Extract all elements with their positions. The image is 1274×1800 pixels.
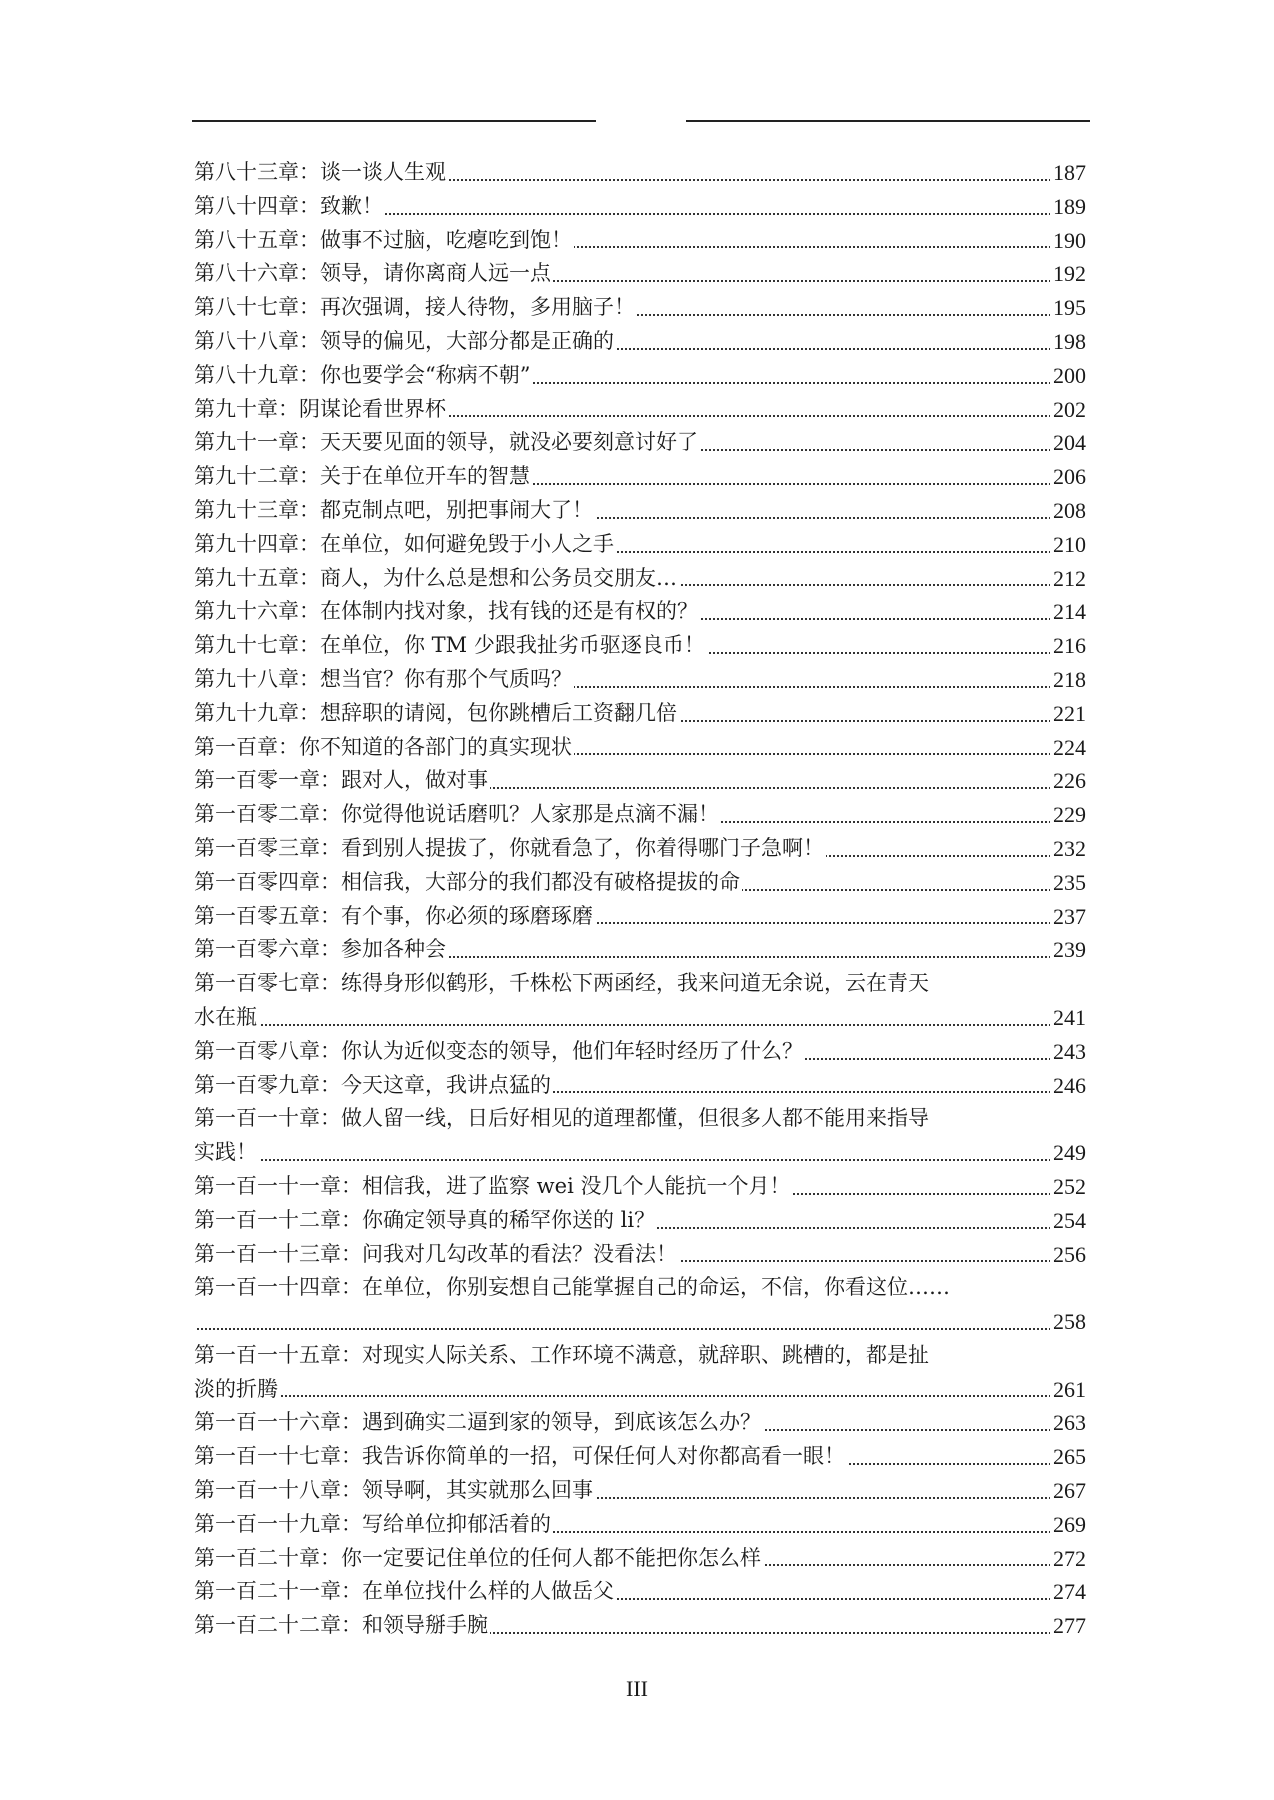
toc-entry-title: 第八十四章：致歉！ — [194, 193, 383, 218]
toc-entry[interactable] — [194, 595, 1086, 629]
toc-entry[interactable] — [194, 528, 1086, 562]
toc-entry-title: 第一百零五章：有个事，你必须的琢磨琢磨 — [194, 903, 593, 928]
toc-entry-page: 224 — [1050, 731, 1086, 765]
toc-entry-page: 246 — [1050, 1069, 1086, 1103]
toc-entry-page: 267 — [1050, 1474, 1086, 1508]
toc-entry[interactable] — [194, 359, 1086, 393]
toc-entry-page: 195 — [1050, 291, 1086, 325]
toc-entry-page: 229 — [1050, 798, 1086, 832]
toc-entry-title: 第一百一十五章：对现实人际关系、工作环境不满意，就辞职、跳槽的，都是扯 — [194, 1342, 929, 1367]
toc-entry-page: 256 — [1050, 1238, 1086, 1272]
toc-entry-title: 第一百二十二章：和领导掰手腕 — [194, 1613, 488, 1638]
toc-entry-page: 221 — [1050, 697, 1086, 731]
toc-entry-title: 第八十九章：你也要学会“称病不朝” — [194, 362, 531, 387]
toc-entry-title: 第一百零八章：你认为近似变态的领导，他们年轻时经历了什么？ — [194, 1038, 803, 1063]
toc-entry-page: 212 — [1050, 562, 1086, 596]
toc-entry-page: 254 — [1050, 1204, 1086, 1238]
toc-entry-page: 252 — [1050, 1170, 1086, 1204]
toc-entry[interactable] — [194, 1271, 1086, 1305]
toc-entry-title: 第一百一十三章：问我对几勾改革的看法？没看法！ — [194, 1241, 677, 1266]
toc-entry[interactable] — [194, 1508, 1086, 1542]
toc-entry-title: 第九十九章：想辞职的请阅，包你跳槽后工资翻几倍 — [194, 700, 677, 725]
toc-entry-page: 192 — [1050, 257, 1086, 291]
toc-entry[interactable] — [194, 933, 1086, 967]
toc-entry-title: 第九十二章：关于在单位开车的智慧 — [194, 464, 530, 489]
toc-entry-page: 265 — [1050, 1440, 1086, 1474]
toc-entry-page: 204 — [1050, 426, 1086, 460]
toc-entry-page: 232 — [1050, 832, 1086, 866]
dot-leader — [194, 1024, 1086, 1026]
toc-entry-page: 218 — [1050, 663, 1086, 697]
toc-entry-title: 第八十七章：再次强调，接人待物，多用脑子！ — [194, 295, 635, 320]
toc-entry-page: 239 — [1050, 933, 1086, 967]
toc-entry-title: 第九十五章：商人，为什么总是想和公务员交朋友… — [194, 565, 677, 590]
toc-entry-page: 210 — [1050, 528, 1086, 562]
toc-entry[interactable] — [194, 967, 1086, 1001]
toc-entry[interactable] — [194, 1238, 1086, 1272]
toc-entry[interactable] — [194, 156, 1086, 190]
page-number: III — [626, 1676, 648, 1701]
toc-entry-title: 第一百一十九章：写给单位抑郁活着的 — [194, 1511, 551, 1536]
header-rule-left — [192, 120, 596, 122]
toc-entry[interactable] — [194, 1035, 1086, 1069]
toc-entry-title: 第一百零九章：今天这章，我讲点猛的 — [194, 1072, 551, 1097]
toc-entry-title: 第一百零一章：跟对人，做对事 — [194, 768, 488, 793]
toc-entry-page: 189 — [1050, 190, 1086, 224]
toc-entry[interactable] — [194, 1102, 1086, 1136]
toc-entry[interactable] — [194, 1001, 1086, 1035]
toc-entry[interactable] — [194, 866, 1086, 900]
toc-entry-page: 200 — [1050, 359, 1086, 393]
toc-entry-title: 水在瓶 — [194, 1004, 257, 1029]
toc-entry-title: 第一百一十七章：我告诉你简单的一招，可保任何人对你都高看一眼！ — [194, 1444, 845, 1469]
toc-entry[interactable] — [194, 900, 1086, 934]
dot-leader — [194, 1159, 1086, 1161]
toc-entry-page: 226 — [1050, 764, 1086, 798]
toc-entry-page: 190 — [1050, 224, 1086, 258]
toc-entry[interactable] — [194, 798, 1086, 832]
toc-entry-page: 241 — [1050, 1001, 1086, 1035]
toc-entry-page: 208 — [1050, 494, 1086, 528]
toc-entry-page: 263 — [1050, 1406, 1086, 1440]
toc-entry[interactable] — [194, 1339, 1086, 1373]
toc-entry-title: 第一百零四章：相信我，大部分的我们都没有破格提拔的命 — [194, 869, 740, 894]
toc-entry-page: 235 — [1050, 866, 1086, 900]
toc-entry[interactable] — [194, 832, 1086, 866]
toc-entry[interactable] — [194, 1542, 1086, 1576]
toc-entry-page: 198 — [1050, 325, 1086, 359]
toc-entry-page: 187 — [1050, 156, 1086, 190]
toc-entry-page: 258 — [1050, 1305, 1086, 1339]
toc-entry[interactable] — [194, 1406, 1086, 1440]
toc-entry-page: 237 — [1050, 900, 1086, 934]
toc-entry[interactable] — [194, 1609, 1086, 1643]
toc-entry-title: 第一百零三章：看到别人提拔了，你就看急了，你着得哪门子急啊！ — [194, 835, 824, 860]
toc-entry-page: 274 — [1050, 1575, 1086, 1609]
toc-entry-title: 第一百一十六章：遇到确实二逼到家的领导，到底该怎么办？ — [194, 1410, 761, 1435]
toc-entry-page: 249 — [1050, 1136, 1086, 1170]
toc-entry[interactable] — [194, 764, 1086, 798]
toc-entry[interactable] — [194, 697, 1086, 731]
toc-entry[interactable] — [194, 731, 1086, 765]
toc-entry[interactable] — [194, 393, 1086, 427]
toc-entry-page: 243 — [1050, 1035, 1086, 1069]
toc-entry[interactable] — [194, 562, 1086, 596]
toc-entry-title: 第一百零六章：参加各种会 — [194, 937, 446, 962]
dot-leader — [194, 1328, 1086, 1330]
toc-entry-page: 261 — [1050, 1373, 1086, 1407]
toc-entry-title: 第一百零七章：练得身形似鹤形，千株松下两函经，我来问道无余说，云在青天 — [194, 971, 929, 996]
toc-entry[interactable] — [194, 1440, 1086, 1474]
toc-entry[interactable] — [194, 1204, 1086, 1238]
dot-leader — [194, 1395, 1086, 1397]
toc-entry-title: 第一百一十八章：领导啊，其实就那么回事 — [194, 1478, 593, 1503]
toc-entry-title: 第九十七章：在单位，你 TM 少跟我扯劣币驱逐良币！ — [194, 633, 705, 658]
toc-entry-page: 277 — [1050, 1609, 1086, 1643]
toc-entry-title: 第八十六章：领导，请你离商人远一点 — [194, 261, 551, 286]
toc-entry-title — [194, 1309, 196, 1333]
toc-entry-title: 第一百一十四章：在单位，你别妄想自己能掌握自己的命运，不信，你看这位…… — [194, 1275, 950, 1300]
toc-entry[interactable] — [194, 1136, 1086, 1170]
toc-entry-title: 第九十六章：在体制内找对象，找有钱的还是有权的？ — [194, 599, 698, 624]
toc-entry-page: 269 — [1050, 1508, 1086, 1542]
toc-entry[interactable] — [194, 629, 1086, 663]
toc-entry-title: 第一百章：你不知道的各部门的真实现状 — [194, 734, 572, 759]
toc-entry[interactable] — [194, 1170, 1086, 1204]
toc-entry[interactable] — [194, 190, 1086, 224]
toc-entry-page: 206 — [1050, 460, 1086, 494]
toc-entry[interactable] — [194, 494, 1086, 528]
toc-entry-title: 第八十三章：谈一谈人生观 — [194, 160, 446, 184]
toc-entry[interactable] — [194, 663, 1086, 697]
toc-entry-title: 第一百一十二章：你确定领导真的稀罕你送的 li？ — [194, 1207, 656, 1232]
toc-entry-title: 第一百一十一章：相信我，进了监察 wei 没几个人能抗一个月！ — [194, 1173, 791, 1198]
toc-entry[interactable] — [194, 1069, 1086, 1103]
toc-entry[interactable] — [194, 224, 1086, 258]
toc-entry[interactable] — [194, 426, 1086, 460]
toc-entry-page: 216 — [1050, 629, 1086, 663]
toc-entry-title: 淡的折腾 — [194, 1376, 278, 1401]
toc-entry-title: 第九十八章：想当官？你有那个气质吗？ — [194, 666, 572, 691]
toc-entry-title: 第一百二十一章：在单位找什么样的人做岳父 — [194, 1579, 614, 1604]
toc-entry[interactable] — [194, 1305, 1086, 1339]
toc-entry[interactable] — [194, 1575, 1086, 1609]
toc-entry[interactable] — [194, 1373, 1086, 1407]
toc-entry[interactable] — [194, 257, 1086, 291]
toc-entry-title: 第九十一章：天天要见面的领导，就没必要刻意讨好了 — [194, 430, 698, 455]
toc-entry[interactable] — [194, 291, 1086, 325]
toc-entry-title: 第八十五章：做事不过脑，吃瘪吃到饱！ — [194, 227, 572, 252]
toc-entry-title: 第八十八章：领导的偏见，大部分都是正确的 — [194, 328, 614, 353]
toc-entry[interactable] — [194, 325, 1086, 359]
toc-entry-title: 第九十四章：在单位，如何避免毁于小人之手 — [194, 531, 614, 556]
toc-entry-page: 214 — [1050, 595, 1086, 629]
toc-entry-title: 第九十三章：都克制点吧，别把事闹大了！ — [194, 497, 593, 522]
toc-entry-page: 272 — [1050, 1542, 1086, 1576]
toc-entry-title: 实践！ — [194, 1140, 257, 1165]
toc-entry-title: 第一百二十章：你一定要记住单位的任何人都不能把你怎么样 — [194, 1545, 761, 1570]
toc-entry-title: 第一百零二章：你觉得他说话磨叽？人家那是点滴不漏！ — [194, 802, 719, 827]
toc-entry[interactable] — [194, 460, 1086, 494]
toc-entry-page: 202 — [1050, 393, 1086, 427]
table-of-contents — [194, 156, 1086, 1643]
toc-entry-title: 第一百一十章：做人留一线，日后好相见的道理都懂，但很多人都不能用来指导 — [194, 1106, 929, 1131]
header-rule-right — [686, 120, 1090, 122]
toc-entry[interactable] — [194, 1474, 1086, 1508]
toc-entry-title: 第九十章：阴谋论看世界杯 — [194, 396, 446, 421]
